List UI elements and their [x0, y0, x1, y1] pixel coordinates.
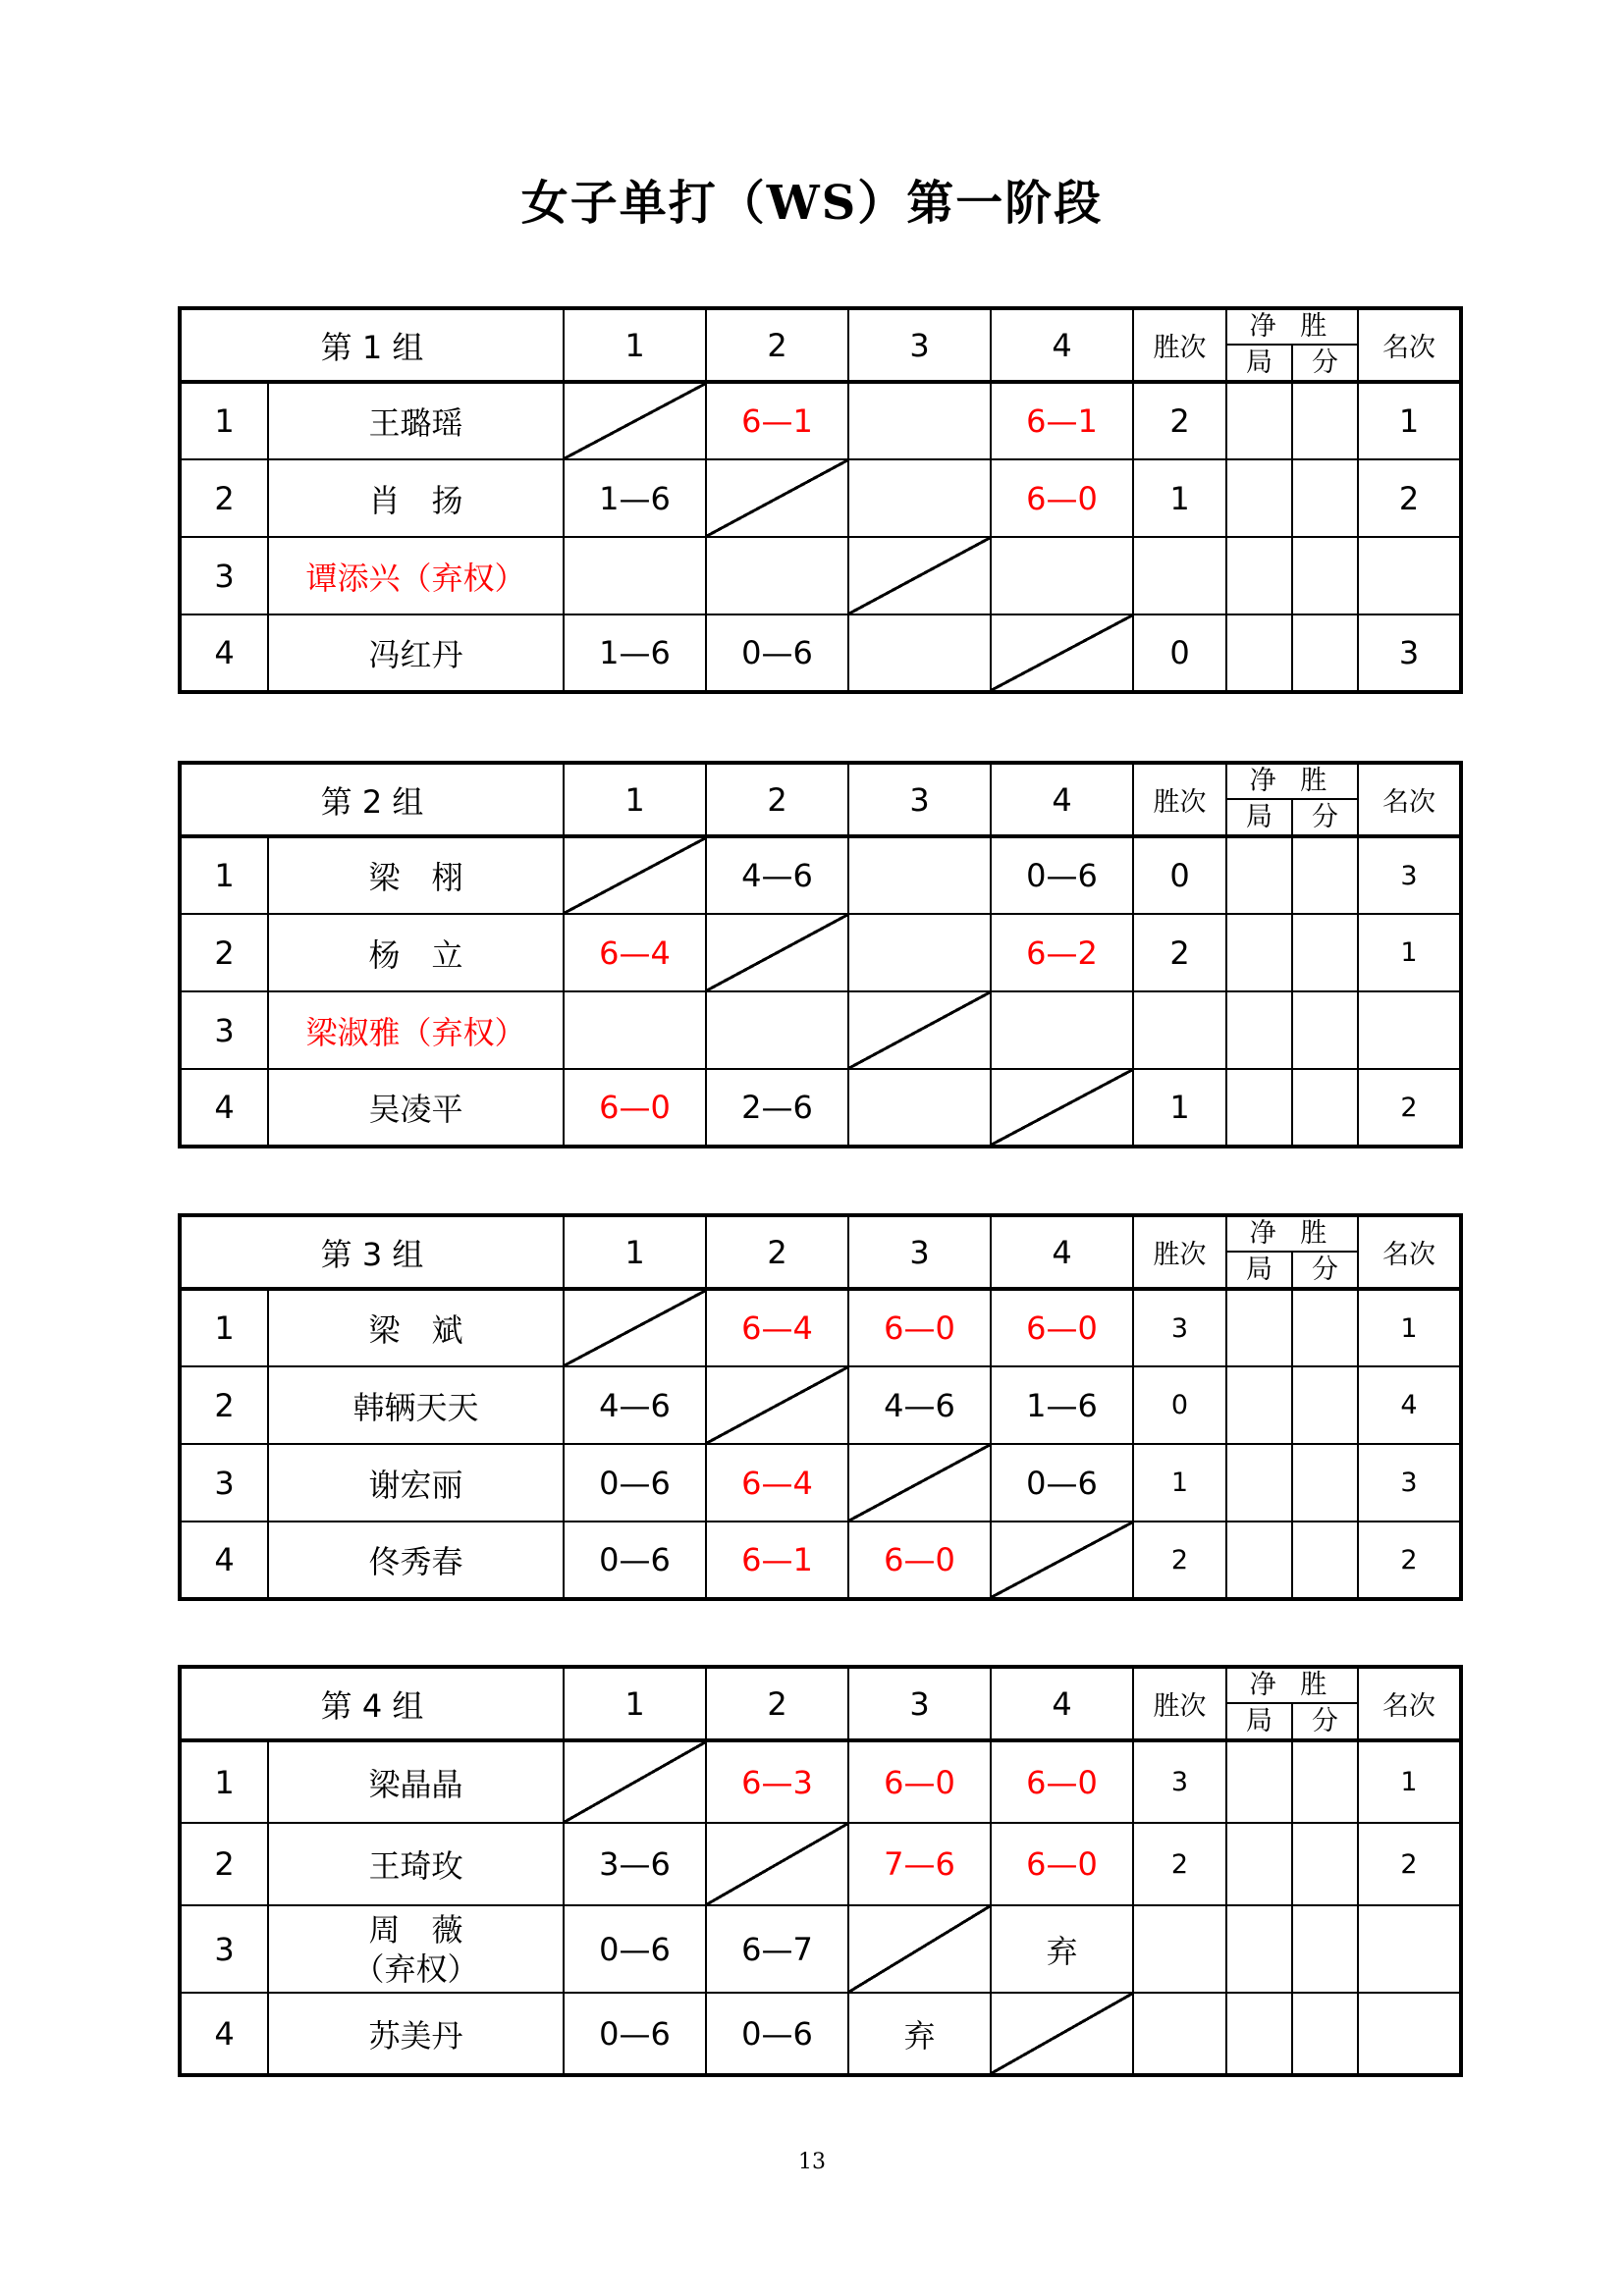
diagonal-cell	[991, 1993, 1133, 2075]
score-cell: 6—0	[991, 459, 1133, 537]
net-games-cell	[1226, 991, 1292, 1069]
player-name: 肖 扬	[268, 459, 564, 537]
net-win-label: 净 胜	[1227, 765, 1357, 800]
score-cell: 2—6	[706, 1069, 848, 1147]
player-name	[268, 1905, 564, 1993]
table-row	[180, 991, 1461, 1069]
table-row	[180, 1905, 1461, 1993]
score-cell: 6—4	[564, 914, 706, 991]
net-games-cell	[1226, 1823, 1292, 1905]
player-number: 1	[180, 836, 268, 914]
net-points-cell	[1292, 1522, 1358, 1599]
score-cell: 6—3	[706, 1740, 848, 1823]
player-name: 韩辆天天	[268, 1366, 564, 1444]
wins-cell	[1133, 991, 1226, 1069]
score-cell: 6—0	[848, 1522, 991, 1599]
score-cell: 3—6	[564, 1823, 706, 1905]
rank-cell: 2	[1358, 1823, 1461, 1905]
group-2-table	[178, 761, 1459, 1148]
net-games-cell	[1226, 1740, 1292, 1823]
score-cell: 6—0	[991, 1289, 1133, 1366]
net-games-cell	[1226, 614, 1292, 692]
diagonal-cell	[991, 1522, 1133, 1599]
score-cell: 0—6	[564, 1905, 706, 1993]
diagonal-cell	[564, 1289, 706, 1366]
player-name-line: 周 薇	[368, 1910, 463, 1949]
forfeit-note: （弃权）	[352, 1949, 479, 1988]
rank-cell: 3	[1358, 1444, 1461, 1522]
wins-cell: 1	[1133, 1444, 1226, 1522]
col-header-1: 1	[564, 1667, 706, 1740]
player-number: 3	[180, 1444, 268, 1522]
score-cell: 4—6	[564, 1366, 706, 1444]
score-cell: 0—6	[564, 1993, 706, 2075]
table-row	[180, 1522, 1461, 1599]
group-3-table	[178, 1213, 1459, 1601]
rank-cell: 1	[1358, 914, 1461, 991]
col-header-1: 1	[564, 1215, 706, 1289]
player-name: 王璐瑶	[268, 382, 564, 459]
player-name: 梁晶晶	[268, 1740, 564, 1823]
table-row	[180, 1069, 1461, 1147]
table-row	[180, 614, 1461, 692]
net-win-label: 净 胜	[1227, 1669, 1357, 1704]
wins-cell: 0	[1133, 836, 1226, 914]
wins-cell: 2	[1133, 1522, 1226, 1599]
player-number: 1	[180, 1289, 268, 1366]
score-cell	[848, 459, 991, 537]
wins-cell: 0	[1133, 614, 1226, 692]
player-name: 冯红丹	[268, 614, 564, 692]
wins-cell: 2	[1133, 1823, 1226, 1905]
rank-header: 名次	[1358, 1667, 1461, 1740]
player-name: 谢宏丽	[268, 1444, 564, 1522]
net-points-cell	[1292, 991, 1358, 1069]
diagonal-cell	[706, 459, 848, 537]
net-points-cell	[1292, 1823, 1358, 1905]
rank-cell	[1358, 1905, 1461, 1993]
player-name: 梁 栩	[268, 836, 564, 914]
score-cell: 4—6	[848, 1366, 991, 1444]
score-cell: 6—4	[706, 1289, 848, 1366]
diagonal-cell	[848, 1905, 991, 1993]
diagonal-cell	[848, 991, 991, 1069]
score-cell: 0—6	[564, 1522, 706, 1599]
net-games-cell	[1226, 382, 1292, 459]
player-number: 4	[180, 1069, 268, 1147]
col-header-1: 1	[564, 308, 706, 382]
table-row	[180, 1366, 1461, 1444]
rank-cell: 2	[1358, 459, 1461, 537]
player-number: 2	[180, 914, 268, 991]
net-points-cell	[1292, 1993, 1358, 2075]
player-number: 4	[180, 1522, 268, 1599]
net-points-label: 分	[1312, 1255, 1338, 1285]
table-row	[180, 1823, 1461, 1905]
net-points-cell	[1292, 1289, 1358, 1366]
score-cell: 0—6	[564, 1444, 706, 1522]
group-label: 第 3 组	[180, 1215, 564, 1289]
net-games-cell	[1226, 537, 1292, 614]
score-cell: 7—6	[848, 1823, 991, 1905]
wins-cell	[1133, 1993, 1226, 2075]
score-cell	[991, 537, 1133, 614]
player-name: 梁 斌	[268, 1289, 564, 1366]
net-games-cell	[1226, 1905, 1292, 1993]
net-games-cell	[1226, 914, 1292, 991]
net-games-cell	[1226, 1522, 1292, 1599]
net-points-label: 分	[1312, 347, 1338, 378]
col-header-2: 2	[706, 1215, 848, 1289]
col-header-2: 2	[706, 763, 848, 836]
rank-cell: 4	[1358, 1366, 1461, 1444]
wins-cell	[1133, 537, 1226, 614]
table-row	[180, 1740, 1461, 1823]
score-cell	[564, 991, 706, 1069]
group-4-table	[178, 1665, 1459, 2077]
diagonal-cell	[564, 1740, 706, 1823]
net-games-cell	[1226, 1069, 1292, 1147]
table-row	[180, 1289, 1461, 1366]
score-cell	[848, 836, 991, 914]
player-number: 3	[180, 991, 268, 1069]
score-cell: 6—0	[991, 1823, 1133, 1905]
group-label: 第 4 组	[180, 1667, 564, 1740]
player-name: 苏美丹	[268, 1993, 564, 2075]
player-number: 2	[180, 1823, 268, 1905]
score-cell: 0—6	[706, 1993, 848, 2075]
rank-cell: 1	[1358, 1289, 1461, 1366]
net-games-cell	[1226, 836, 1292, 914]
player-name: 梁淑雅（弃权）	[268, 991, 564, 1069]
score-cell	[848, 614, 991, 692]
net-points-cell	[1292, 1069, 1358, 1147]
score-cell: 0—6	[991, 1444, 1133, 1522]
table-row	[180, 459, 1461, 537]
net-header	[1226, 308, 1358, 382]
net-win-label: 净 胜	[1227, 310, 1357, 346]
rank-cell: 3	[1358, 836, 1461, 914]
net-points-cell	[1292, 1366, 1358, 1444]
score-cell: 6—0	[991, 1740, 1133, 1823]
score-cell: 6—7	[706, 1905, 848, 1993]
player-name: 谭添兴（弃权）	[268, 537, 564, 614]
diagonal-cell	[848, 537, 991, 614]
net-points-cell	[1292, 914, 1358, 991]
score-cell: 6—0	[848, 1740, 991, 1823]
page-title: 女子单打（WS）第一阶段	[520, 176, 1104, 231]
score-cell: 6—1	[991, 382, 1133, 459]
rank-cell: 2	[1358, 1522, 1461, 1599]
net-points-cell	[1292, 537, 1358, 614]
rank-header: 名次	[1358, 1215, 1461, 1289]
net-points-cell	[1292, 1444, 1358, 1522]
table-row	[180, 537, 1461, 614]
player-name: 杨 立	[268, 914, 564, 991]
net-header	[1226, 763, 1358, 836]
wins-cell	[1133, 1905, 1226, 1993]
col-header-3: 3	[848, 763, 991, 836]
score-cell: 0—6	[991, 836, 1133, 914]
rank-cell	[1358, 991, 1461, 1069]
col-header-2: 2	[706, 308, 848, 382]
net-games-cell	[1226, 1366, 1292, 1444]
score-cell: 6—1	[706, 1522, 848, 1599]
rank-cell: 2	[1358, 1069, 1461, 1147]
net-win-label: 净 胜	[1227, 1217, 1357, 1253]
col-header-4: 4	[991, 1667, 1133, 1740]
score-cell	[564, 537, 706, 614]
score-cell: 1—6	[991, 1366, 1133, 1444]
net-games-label: 局	[1227, 346, 1293, 380]
net-points-label: 分	[1312, 1706, 1338, 1736]
rank-cell	[1358, 1993, 1461, 2075]
rank-header: 名次	[1358, 308, 1461, 382]
diagonal-cell	[848, 1444, 991, 1522]
score-cell	[848, 914, 991, 991]
diagonal-cell	[991, 1069, 1133, 1147]
score-cell	[848, 382, 991, 459]
col-header-1: 1	[564, 763, 706, 836]
player-name: 王琦玫	[268, 1823, 564, 1905]
net-points-cell	[1292, 459, 1358, 537]
score-cell: 1—6	[564, 614, 706, 692]
group-1-table	[178, 306, 1459, 694]
wins-cell: 2	[1133, 914, 1226, 991]
score-cell: 4—6	[706, 836, 848, 914]
rank-cell: 3	[1358, 614, 1461, 692]
net-games-cell	[1226, 459, 1292, 537]
wins-cell: 1	[1133, 459, 1226, 537]
score-cell: 1—6	[564, 459, 706, 537]
table-row	[180, 836, 1461, 914]
wins-header: 胜次	[1133, 1667, 1226, 1740]
net-points-cell	[1292, 836, 1358, 914]
score-cell: 6—0	[848, 1289, 991, 1366]
wins-header: 胜次	[1133, 308, 1226, 382]
col-header-4: 4	[991, 1215, 1133, 1289]
player-number: 4	[180, 1993, 268, 2075]
player-number: 2	[180, 459, 268, 537]
net-games-label: 局	[1227, 1253, 1293, 1287]
net-games-cell	[1226, 1289, 1292, 1366]
diagonal-cell	[706, 1823, 848, 1905]
score-cell: 6—4	[706, 1444, 848, 1522]
rank-cell	[1358, 537, 1461, 614]
player-number: 3	[180, 537, 268, 614]
score-cell: 弃	[991, 1905, 1133, 1993]
score-cell: 6—2	[991, 914, 1133, 991]
col-header-3: 3	[848, 1667, 991, 1740]
net-games-label: 局	[1227, 1704, 1293, 1738]
score-cell	[706, 991, 848, 1069]
diagonal-cell	[991, 614, 1133, 692]
score-cell: 6—0	[564, 1069, 706, 1147]
net-games-label: 局	[1227, 800, 1293, 834]
net-points-label: 分	[1312, 802, 1338, 832]
player-number: 2	[180, 1366, 268, 1444]
wins-cell: 3	[1133, 1740, 1226, 1823]
net-points-cell	[1292, 1740, 1358, 1823]
diagonal-cell	[706, 914, 848, 991]
diagonal-cell	[564, 382, 706, 459]
col-header-4: 4	[991, 308, 1133, 382]
rank-cell: 1	[1358, 1740, 1461, 1823]
wins-cell: 3	[1133, 1289, 1226, 1366]
rank-header: 名次	[1358, 763, 1461, 836]
group-label: 第 2 组	[180, 763, 564, 836]
player-number: 3	[180, 1905, 268, 1993]
diagonal-cell	[706, 1366, 848, 1444]
net-games-cell	[1226, 1444, 1292, 1522]
net-points-cell	[1292, 1905, 1358, 1993]
score-cell	[706, 537, 848, 614]
col-header-3: 3	[848, 308, 991, 382]
score-cell: 6—1	[706, 382, 848, 459]
col-header-2: 2	[706, 1667, 848, 1740]
net-points-cell	[1292, 614, 1358, 692]
score-cell: 弃	[848, 1993, 991, 2075]
wins-cell: 1	[1133, 1069, 1226, 1147]
net-header	[1226, 1215, 1358, 1289]
col-header-4: 4	[991, 763, 1133, 836]
group-label: 第 1 组	[180, 308, 564, 382]
page-number: 13	[798, 2150, 826, 2174]
wins-header: 胜次	[1133, 1215, 1226, 1289]
rank-cell: 1	[1358, 382, 1461, 459]
score-cell	[991, 991, 1133, 1069]
score-cell: 0—6	[706, 614, 848, 692]
player-name: 佟秀春	[268, 1522, 564, 1599]
table-row	[180, 914, 1461, 991]
wins-cell: 2	[1133, 382, 1226, 459]
player-number: 1	[180, 1740, 268, 1823]
table-row	[180, 1993, 1461, 2075]
net-header	[1226, 1667, 1358, 1740]
wins-cell: 0	[1133, 1366, 1226, 1444]
diagonal-cell	[564, 836, 706, 914]
net-points-cell	[1292, 382, 1358, 459]
wins-header: 胜次	[1133, 763, 1226, 836]
player-name: 吴凌平	[268, 1069, 564, 1147]
net-games-cell	[1226, 1993, 1292, 2075]
table-row	[180, 1444, 1461, 1522]
score-cell	[848, 1069, 991, 1147]
col-header-3: 3	[848, 1215, 991, 1289]
player-number: 1	[180, 382, 268, 459]
table-row	[180, 382, 1461, 459]
player-number: 4	[180, 614, 268, 692]
